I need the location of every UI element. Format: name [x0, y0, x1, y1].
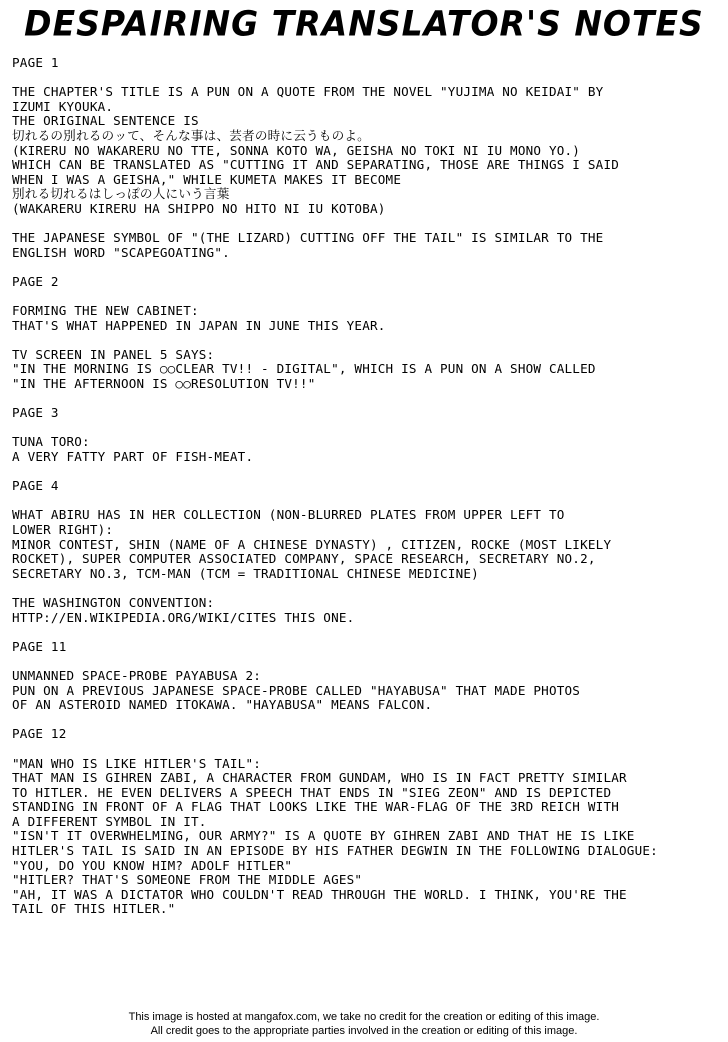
note-line: LOWER RIGHT): — [12, 522, 114, 537]
note-line: SECRETARY NO.3, TCM-MAN (TCM = TRADITIONAL CHINESE MEDICINE) — [12, 565, 479, 581]
note-line: 切れるの別れるのッて、そんな事は、芸者の時に云うものよ。 — [12, 127, 370, 143]
page-heading — [12, 406, 718, 421]
page-heading — [12, 56, 718, 71]
note-line: IZUMI KYOUKA. — [12, 98, 114, 114]
note-line: PAGE 3 — [12, 405, 59, 421]
note-line: PAGE 1 — [12, 55, 59, 70]
note-line: OF AN ASTEROID NAMED ITOKAWA. "HAYABUSA" MEANS FALCON. — [12, 697, 433, 713]
note-line: THE ORIGINAL SENTENCE IS — [12, 113, 199, 129]
credit-line-2: All credit goes to the appropriate parties involved in the creation or editing of this image. — [150, 1025, 578, 1037]
note-line: UNMANNED SPACE-PROBE PAYABUSA 2: — [12, 667, 262, 683]
page-heading — [12, 479, 718, 494]
note-line: THE JAPANESE SYMBOL OF "(THE LIZARD) CUTTING OFF THE TAIL" IS SIMILAR TO THE — [12, 230, 604, 246]
note-line: WHAT ABIRU HAS IN HER COLLECTION (NON-BLURRED PLATES FROM UPPER LEFT TO — [12, 507, 565, 523]
note-line: THAT MAN IS GIHREN ZABI, A CHARACTER FROM GUNDAM, WHO IS IN FACT PRETTY SIMILAR — [12, 770, 627, 786]
note-line: MINOR CONTEST, SHIN (NAME OF A CHINESE DYNASTY) , CITIZEN, ROCKE (MOST LIKELY — [12, 536, 612, 552]
note-line: (KIRERU NO WAKARERU NO TTE, SONNA KOTO WA, GEISHA NO TOKI NI IU MONO YO.) — [12, 142, 581, 158]
page-heading — [12, 640, 718, 655]
note-line: A VERY FATTY PART OF FISH-MEAT. — [12, 449, 254, 465]
credit-footer — [0, 1010, 728, 1038]
note-paragraph — [12, 596, 718, 625]
note-line: "AH, IT WAS A DICTATOR WHO COULDN'T READ THROUGH THE WORLD. I THINK, YOU'RE THE — [12, 886, 627, 902]
note-line: THE WASHINGTON CONVENTION: — [12, 594, 215, 610]
note-paragraph — [12, 757, 718, 918]
note-line: WHICH CAN BE TRANSLATED AS "CUTTING IT AND SEPARATING, THOSE ARE THINGS I SAID — [12, 157, 620, 173]
note-line: "YOU, DO YOU KNOW HIM? ADOLF HITLER" — [12, 857, 293, 873]
note-line: THE CHAPTER'S TITLE IS A PUN ON A QUOTE FROM THE NOVEL "YUJIMA NO KEIDAI" BY — [12, 84, 604, 100]
note-line: PAGE 2 — [12, 273, 59, 289]
note-line: (WAKARERU KIRERU HA SHIPPO NO HITO NI IU KOTOBA) — [12, 200, 386, 216]
note-line: TV SCREEN IN PANEL 5 SAYS: — [12, 346, 215, 362]
note-line: 別れる切れるはしっぽの人にいう言葉 — [12, 186, 230, 202]
credit-line-1: This image is hosted at mangafox.com, we take no credit for the creation or editing of this image. — [128, 1011, 600, 1023]
note-line: PAGE 12 — [12, 726, 67, 742]
page-heading — [12, 727, 718, 742]
note-line: STANDING IN FRONT OF A FLAG THAT LOOKS LIKE THE WAR-FLAG OF THE 3RD REICH WITH — [12, 799, 620, 815]
note-line: "MAN WHO IS LIKE HITLER'S TAIL": — [12, 755, 262, 771]
note-paragraph — [12, 85, 718, 216]
note-line: HTTP://EN.WIKIPEDIA.ORG/WIKI/CITES THIS ONE. — [12, 609, 355, 625]
note-line: ROCKET), SUPER COMPUTER ASSOCIATED COMPANY, SPACE RESEARCH, SECRETARY NO.2, — [12, 551, 596, 567]
note-line: PAGE 4 — [12, 478, 59, 494]
note-line: ENGLISH WORD "SCAPEGOATING". — [12, 244, 230, 260]
note-line: TAIL OF THIS HITLER." — [12, 901, 176, 917]
note-line: "HITLER? THAT'S SOMEONE FROM THE MIDDLE AGES" — [12, 872, 363, 888]
note-line: TO HITLER. HE EVEN DELIVERS A SPEECH THAT ENDS IN "SIEG ZEON" AND IS DEPICTED — [12, 784, 612, 800]
note-line: THAT'S WHAT HAPPENED IN JAPAN IN JUNE THIS YEAR. — [12, 317, 386, 333]
note-paragraph — [12, 669, 718, 713]
note-paragraph — [12, 304, 718, 333]
page-title: DESPAIRING TRANSLATOR'S NOTES — [24, 3, 704, 44]
note-line: PUN ON A PREVIOUS JAPANESE SPACE-PROBE CALLED "HAYABUSA" THAT MADE PHOTOS — [12, 682, 581, 698]
note-line: "ISN'T IT OVERWHELMING, OUR ARMY?" IS A QUOTE BY GIHREN ZABI AND THAT HE IS LIKE — [12, 828, 635, 844]
note-paragraph — [12, 435, 718, 464]
note-line: HITLER'S TAIL IS SAID IN AN EPISODE BY HIS FATHER DEGWIN IN THE FOLLOWING DIALOGUE: — [12, 843, 658, 859]
note-paragraph — [12, 231, 718, 260]
note-line: PAGE 11 — [12, 638, 67, 654]
note-line: TUNA TORO: — [12, 434, 90, 450]
note-line: WHEN I WAS A GEISHA," WHILE KUMETA MAKES IT BECOME — [12, 171, 402, 187]
note-line: FORMING THE NEW CABINET: — [12, 303, 199, 319]
note-line: A DIFFERENT SYMBOL IN IT. — [12, 813, 207, 829]
note-paragraph — [12, 508, 718, 581]
translator-notes — [12, 56, 718, 932]
page-heading — [12, 275, 718, 290]
note-line: "IN THE AFTERNOON IS ○○RESOLUTION TV!!" — [12, 376, 316, 392]
note-line: "IN THE MORNING IS ○○CLEAR TV!! - DIGITAL", WHICH IS A PUN ON A SHOW CALLED — [12, 361, 596, 377]
note-paragraph — [12, 348, 718, 392]
